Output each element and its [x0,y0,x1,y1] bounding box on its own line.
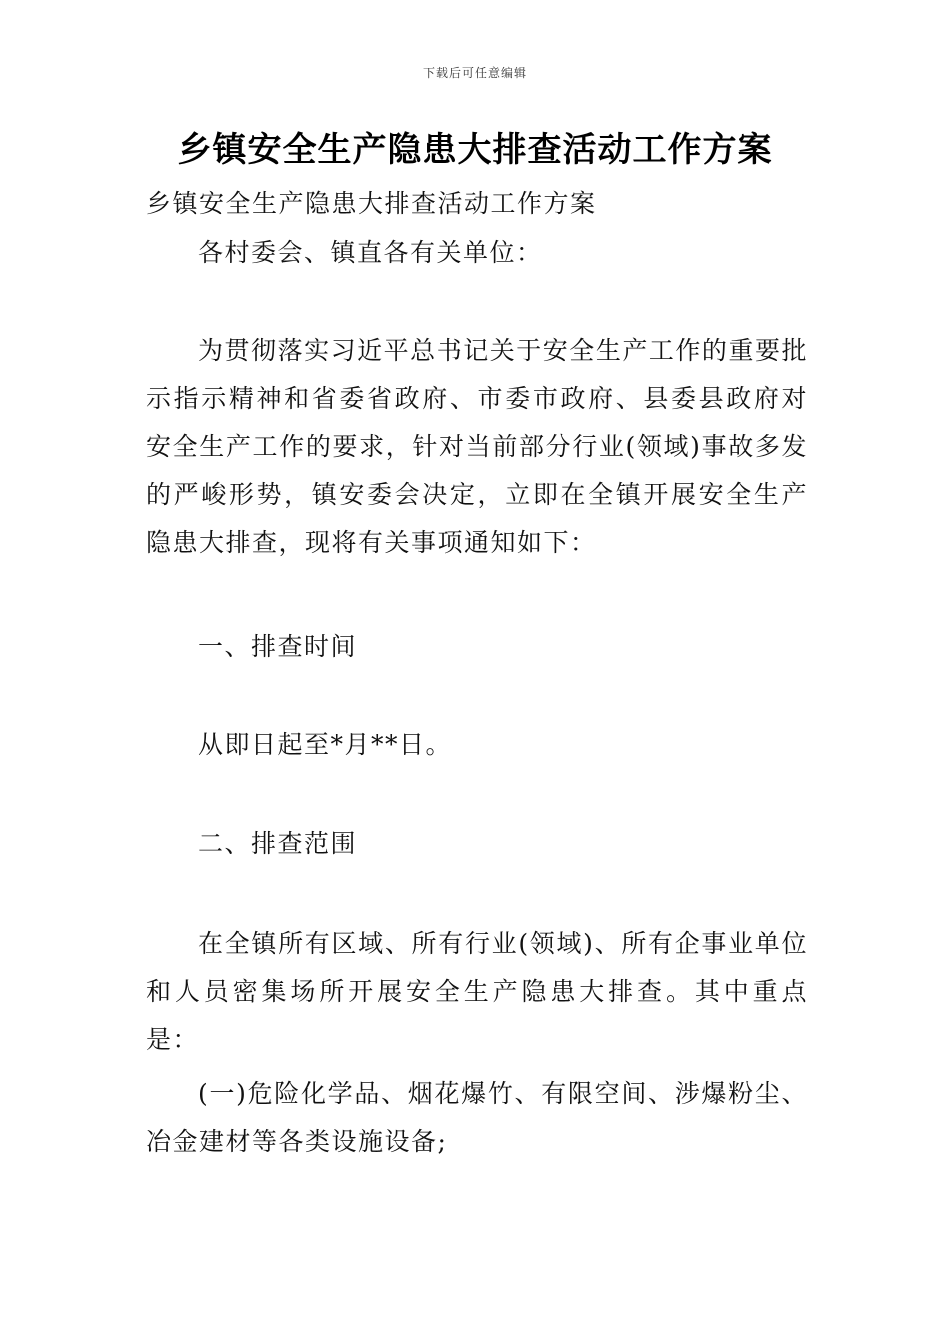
section1-content [146,721,808,769]
section2-block [146,820,808,868]
section2-content [146,920,808,1064]
header-note: 下载后可任意编辑 [422,66,527,80]
section1-text: 从即日起至*月**日。 [198,730,453,759]
subtitle-line: 乡镇安全生产隐患大排查活动工作方案 [146,189,597,218]
section2-heading: 二、排查范围 [198,829,358,858]
section2-text: 在全镇所有区域、所有行业(领域)、所有企事业单位和人员密集场所开展安全生产隐患大排查。其中重点是： [146,929,808,1054]
salutation: 各村委会、镇直各有关单位： [198,238,543,267]
salutation-block [146,229,808,277]
item1-text: (一)危险化学品、烟花爆竹、有限空间、涉爆粉尘、冶金建材等各类设施设备; [146,1079,808,1156]
intro-block [146,327,808,567]
document-title: 乡镇安全生产隐患大排查活动工作方案 [177,130,773,170]
document-subtitle [146,180,808,228]
item1-block [146,1070,808,1166]
intro-paragraph: 为贯彻落实习近平总书记关于安全生产工作的重要批示指示精神和省委省政府、市委市政府、县委县政府对安全生产工作的要求，针对当前部分行业(领域)事故多发的严峻形势，镇安委会决定，立即在全镇开展安全生产隐患大排查，现将有关事项通知如下： [146,336,808,557]
section1-block [146,623,808,671]
section1-heading: 一、排查时间 [198,632,358,661]
